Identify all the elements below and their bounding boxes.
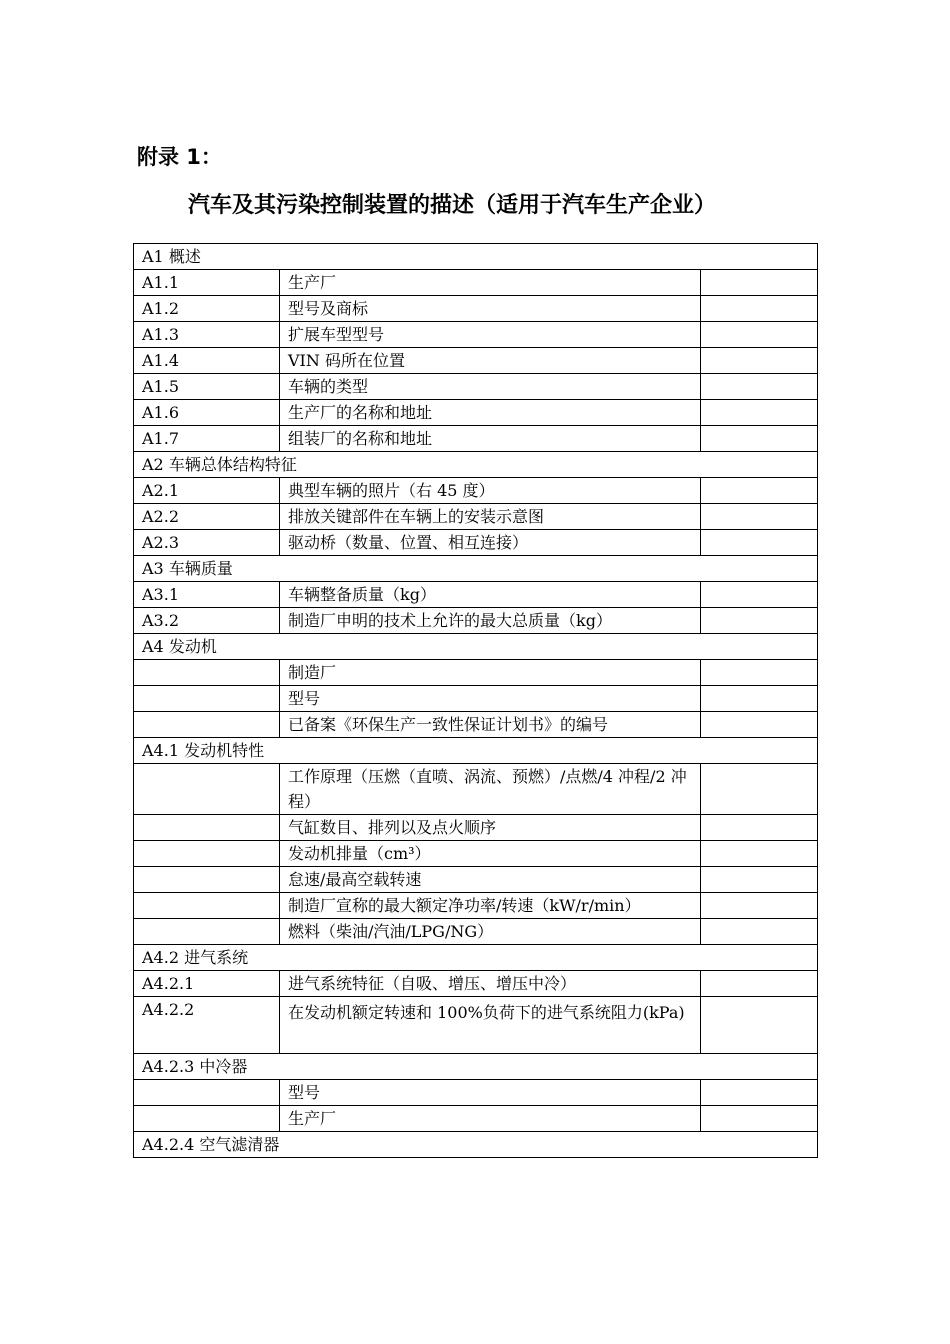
section-header-row [134, 244, 818, 270]
table-row [134, 270, 818, 296]
item-code-cell: A1.1 [134, 270, 280, 296]
section-title: A4 发动机 [134, 634, 818, 660]
item-code-cell: A2.3 [134, 530, 280, 556]
item-description-cell: 燃料（柴油/汽油/LPG/NG） [280, 919, 701, 945]
item-code-cell [134, 686, 280, 712]
item-value-cell[interactable] [701, 660, 818, 686]
item-code-cell [134, 919, 280, 945]
item-code-cell: A2.2 [134, 504, 280, 530]
item-code-cell: A1.3 [134, 322, 280, 348]
section-title: A4.2 进气系统 [134, 945, 818, 971]
item-value-cell[interactable] [701, 686, 818, 712]
item-description-cell: 制造厂申明的技术上允许的最大总质量（kg） [280, 608, 701, 634]
item-value-cell[interactable] [701, 582, 818, 608]
item-code-cell: A1.7 [134, 426, 280, 452]
item-description-cell: 车辆的类型 [280, 374, 701, 400]
section-header-row [134, 1054, 818, 1080]
item-code-cell: A4.2.2 [134, 997, 280, 1054]
item-description-cell: 气缸数目、排列以及点火顺序 [280, 815, 701, 841]
table-row [134, 660, 818, 686]
section-header-row [134, 634, 818, 660]
item-code-cell [134, 660, 280, 686]
item-value-cell[interactable] [701, 841, 818, 867]
item-code-cell [134, 893, 280, 919]
table-row [134, 374, 818, 400]
section-header-row [134, 556, 818, 582]
item-value-cell[interactable] [701, 296, 818, 322]
section-title: A4.1 发动机特性 [134, 738, 818, 764]
item-value-cell[interactable] [701, 608, 818, 634]
table-row [134, 997, 818, 1054]
item-description-cell: 进气系统特征（自吸、增压、增压中冷） [280, 971, 701, 997]
item-code-cell: A1.5 [134, 374, 280, 400]
table-row [134, 841, 818, 867]
item-description-cell: 制造厂 [280, 660, 701, 686]
table-row [134, 764, 818, 815]
table-row [134, 530, 818, 556]
table-row [134, 815, 818, 841]
item-code-cell [134, 1106, 280, 1132]
table-row [134, 296, 818, 322]
item-description-cell: 组装厂的名称和地址 [280, 426, 701, 452]
item-code-cell: A3.2 [134, 608, 280, 634]
appendix-label: 附录 1： [137, 145, 222, 169]
item-code-cell [134, 764, 280, 815]
section-title: A2 车辆总体结构特征 [134, 452, 818, 478]
item-value-cell[interactable] [701, 270, 818, 296]
table-row [134, 919, 818, 945]
item-code-cell: A1.4 [134, 348, 280, 374]
item-value-cell[interactable] [701, 504, 818, 530]
table-row [134, 426, 818, 452]
table-row [134, 867, 818, 893]
item-value-cell[interactable] [701, 712, 818, 738]
section-title: A3 车辆质量 [134, 556, 818, 582]
section-title: A4.2.3 中冷器 [134, 1054, 818, 1080]
item-description-cell: 排放关键部件在车辆上的安装示意图 [280, 504, 701, 530]
item-description-cell: 制造厂宣称的最大额定净功率/转速（kW/r/min） [280, 893, 701, 919]
item-value-cell[interactable] [701, 322, 818, 348]
item-code-cell [134, 712, 280, 738]
item-description-cell: 生产厂 [280, 270, 701, 296]
item-value-cell[interactable] [701, 867, 818, 893]
table-row [134, 478, 818, 504]
item-value-cell[interactable] [701, 1080, 818, 1106]
item-value-cell[interactable] [701, 919, 818, 945]
table-row [134, 971, 818, 997]
section-title: A1 概述 [134, 244, 818, 270]
table-row [134, 1080, 818, 1106]
item-description-cell: 发动机排量（cm³） [280, 841, 701, 867]
item-value-cell[interactable] [701, 374, 818, 400]
item-description-cell: 怠速/最高空载转速 [280, 867, 701, 893]
item-code-cell: A3.1 [134, 582, 280, 608]
item-description-cell: 扩展车型型号 [280, 322, 701, 348]
table-row [134, 504, 818, 530]
section-header-row [134, 452, 818, 478]
table-row [134, 686, 818, 712]
table-row [134, 582, 818, 608]
item-value-cell[interactable] [701, 348, 818, 374]
item-code-cell: A1.6 [134, 400, 280, 426]
item-value-cell[interactable] [701, 997, 818, 1054]
item-code-cell [134, 1080, 280, 1106]
vehicle-description-table [133, 243, 818, 1158]
item-value-cell[interactable] [701, 426, 818, 452]
item-value-cell[interactable] [701, 1106, 818, 1132]
section-header-row [134, 945, 818, 971]
item-code-cell [134, 867, 280, 893]
item-description-cell: 型号 [280, 1080, 701, 1106]
section-header-row [134, 1132, 818, 1158]
item-value-cell[interactable] [701, 893, 818, 919]
item-code-cell [134, 841, 280, 867]
table-row [134, 1106, 818, 1132]
item-description-cell: 生产厂的名称和地址 [280, 400, 701, 426]
document-title: 汽车及其污染控制装置的描述（适用于汽车生产企业） [188, 193, 717, 218]
item-value-cell[interactable] [701, 400, 818, 426]
item-value-cell[interactable] [701, 478, 818, 504]
section-header-row [134, 738, 818, 764]
item-value-cell[interactable] [701, 530, 818, 556]
item-description-cell: 型号 [280, 686, 701, 712]
item-description-cell: 车辆整备质量（kg） [280, 582, 701, 608]
item-description-cell: 生产厂 [280, 1106, 701, 1132]
item-description-cell: VIN 码所在位置 [280, 348, 701, 374]
item-description-cell: 已备案《环保生产一致性保证计划书》的编号 [280, 712, 701, 738]
item-description-cell: 工作原理（压燃（直喷、涡流、预燃）/点燃/4 冲程/2 冲程） [280, 764, 701, 815]
table-row [134, 322, 818, 348]
item-code-cell [134, 815, 280, 841]
item-code-cell: A2.1 [134, 478, 280, 504]
item-value-cell[interactable] [701, 764, 818, 815]
item-code-cell: A1.2 [134, 296, 280, 322]
item-description-cell: 在发动机额定转速和 100%负荷下的进气系统阻力(kPa) [280, 997, 701, 1054]
section-title: A4.2.4 空气滤清器 [134, 1132, 818, 1158]
table-row [134, 400, 818, 426]
table-row [134, 608, 818, 634]
item-description-cell: 驱动桥（数量、位置、相互连接） [280, 530, 701, 556]
item-description-cell: 典型车辆的照片（右 45 度） [280, 478, 701, 504]
table-body [134, 244, 818, 1158]
item-code-cell: A4.2.1 [134, 971, 280, 997]
item-description-cell: 型号及商标 [280, 296, 701, 322]
table-row [134, 893, 818, 919]
table-row [134, 712, 818, 738]
item-value-cell[interactable] [701, 815, 818, 841]
table-row [134, 348, 818, 374]
item-value-cell[interactable] [701, 971, 818, 997]
